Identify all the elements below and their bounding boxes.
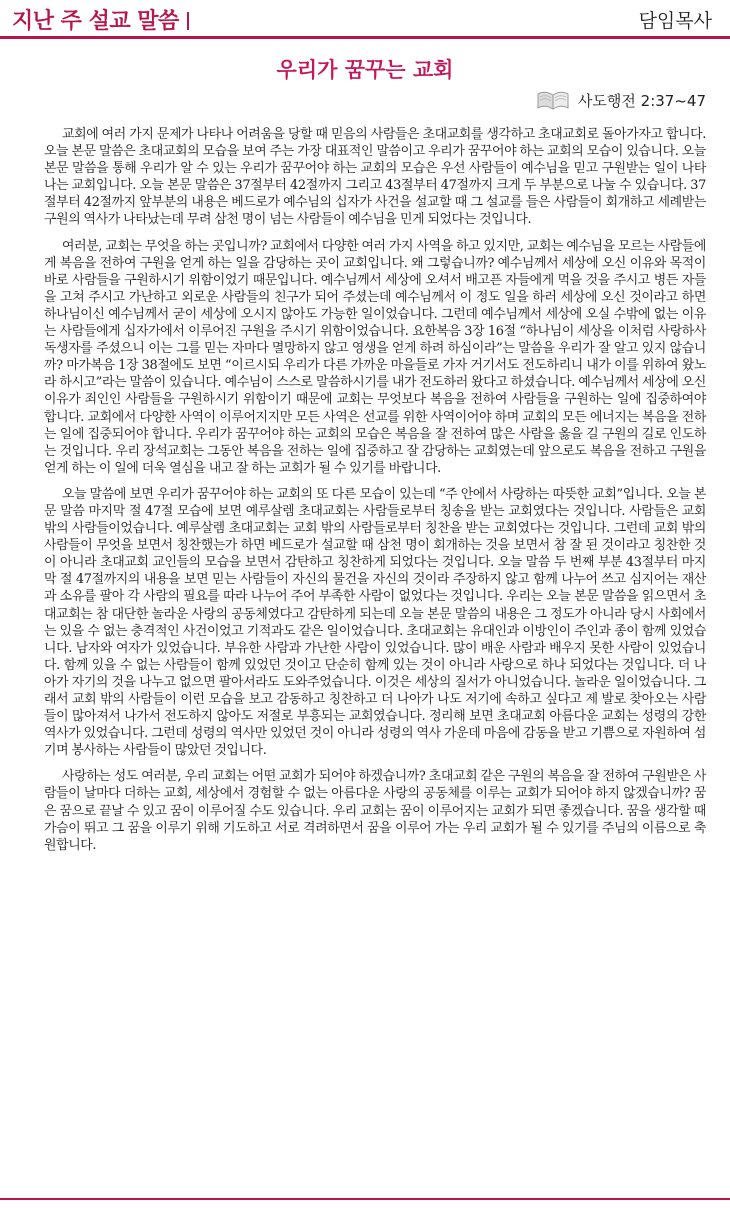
open-book-icon <box>536 88 570 112</box>
author-label: 담임목사 <box>638 10 712 32</box>
section-title <box>12 4 189 35</box>
title-separator <box>187 12 189 30</box>
header-divider <box>0 36 730 39</box>
sermon-body <box>44 126 706 863</box>
sermon-title: 우리가 꿈꾸는 교회 <box>276 58 454 82</box>
scripture-reference <box>536 88 706 112</box>
sermon-paragraph: 교회에 여러 가지 문제가 나타나 어려움을 당할 때 믿음의 사람들은 초대교회를 생각하고 초대교회로 돌아가자고 합니다. 오늘 본문 말씀은 초대교회의 모습을 보여 주는 가장 대표적인 말씀이고 우리가 꿈꾸어야 하는 교회의 모습이 있습니다. 오늘 본문 말씀을 통해 우리가 알 수 있는 우리가 꿈꾸어야 하는 교회의 모습은 우선 사람들이 예수님을 믿고 구원받는 일이 나타나는 교회입니다. 오늘 본문 말씀은 37절부터 42절까지 그리고 43절부터 47절까지 크게 두 부분으로 나눌 수 있습니다. 37절부터 42절까지 앞부분의 내용은 베드로가 예수님의 십자가 사건을 설교할 때 그 설교를 들은 사람들이 회개하고 세례받는 구원의 역사가 나타났는데 무려 삼천 명이 넘는 사람들이 예수님을 민게 되었다는 것입니다. <box>44 127 706 228</box>
sermon-paragraph: 사랑하는 성도 여러분, 우리 교회는 어떤 교회가 되어야 하겠습니까? 초대교회 같은 구원의 복음을 잘 전하여 구원받은 사람들이 날마다 더하는 교회, 세상에서 경험할 수 없는 아름다운 사랑의 공동체를 이루는 교회가 되어야 하지 않겠습니까? 꿈은 꿈으로 끝날 수 있고 꿈이 이루어질 수도 있습니다. 우리 교회는 꿈이 이루어지는 교회가 되면 좋겠습니다. 꿈을 생각할 때 가슴이 뛰고 그 꿈을 이루기 위해 기도하고 서로 격려하면서 꿈을 이루어 가는 우리 교회가 될 수 있기를 주님의 이름으로 축원합니다. <box>44 769 706 853</box>
section-title-text: 지난 주 설교 말씀 <box>12 9 179 34</box>
sermon-paragraph: 오늘 말씀에 보면 우리가 꿈꾸어야 하는 교회의 또 다른 모습이 있는데 “주 안에서 사랑하는 따뜻한 교회”입니다. 오늘 본문 말씀 마지막 절 47절 모습에 보면 예루살렘 초대교회는 사람들로부터 칭송을 받는 교회였다는 것입니다. 사람들은 교회 밖의 사람들이었습니다. 예루살렘 초대교회는 교회 밖의 사람들로부터 칭찬을 받는 교회였다는 것입니다. 그런데 교회 밖의 사람들이 무엇을 보면서 칭찬했는가 하면 베드로가 설교할 때 삼천 명이 회개하는 것을 보면서 참 잘 된 것이라고 칭찬한 것이 아니라 초대교회 교인들의 모습을 보면서 감탄하고 칭찬하게 되었다는 것입니다. 오늘 말씀 두 번째 부분 43절부터 마지막 절 47절까지의 내용을 보면 믿는 사람들이 자신의 물건을 자신의 것이라 주장하지 않고 함께 나누어 쓰고 심지어는 재산과 소유를 팔아 각 사람의 필요를 따라 나누어 주어 부족한 사람이 없었다는 것입니다. 우리는 오늘 본문 말씀을 읽으면서 초대교회는 참 대단한 놀라운 사랑의 공동체였다고 감탄하게 되는데 오늘 본문 말씀의 내용은 그 정도가 아니라 당시 사회에서는 있을 수 없는 충격적인 사건이었고 기적과도 같은 일이었습니다. 초대교회는 유대인과 이방인이 주인과 종이 함께 있었습니다. 남자와 여자가 있었습니다. 부유한 사람과 가난한 사람이 있었습니다. 많이 배운 사람과 배우지 못한 사람이 있었습니다. 함께 있을 수 없는 사람들이 함께 있었던 것이고 단순히 함께 있는 것이 아니라 사랑으로 하나 되었다는 것입니다. 더 나아가 자기의 것을 나누고 없으면 팔아서라도 도와주었습니다. 이것은 세상의 질서가 아니었습니다. 놀라운 일이었습니다. 그래서 교회 밖의 사람들이 이런 모습을 보고 감동하고 칭찬하고 더 나아가 나도 저기에 속하고 싶다고 제 발로 찾아오는 사람들이 많아져서 나가서 전도하지 않아도 저절로 부흥되는 교회였습니다. 정리해 보면 초대교회 아름다운 교회는 성령의 강한 역사가 있었습니다. 그런데 성령의 역사만 있었던 것이 아니라 성령의 역사 가운데 마음에 감동을 받고 기쁨으로 자원하여 섬기며 봉사하는 사람들이 많았던 것입니다. <box>44 486 706 759</box>
page-header <box>0 0 730 40</box>
scripture-text: 사도행전 2:37~47 <box>577 91 706 110</box>
sermon-paragraph: 여러분, 교회는 무엇을 하는 곳입니까? 교회에서 다양한 여러 가지 사역을 하고 있지만, 교회는 예수님을 모르는 사람들에게 복음을 전하여 구원을 얻게 하는 일을 감당하는 곳이 교회입니다. 왜 그렇습니까? 예수님께서 세상에 오신 이유와 목적이 바로 사람들을 구원하시기 위함이었기 때문입니다. 예수님께서 세상에 오셔서 배고픈 자들에게 먹을 것을 주시고 병든 자들을 고쳐 주시고 가난하고 외로운 사람들의 친구가 되어 주셨는데 예수님께서 이 정도 일을 하러 세상에 오신 것이라고 하면 하나님이신 예수님께서 굳이 세상에 오시지 않아도 가능한 일이었습니다. 그런데 예수님께서 세상에 오실 수밖에 없는 이유는 사람들에게 십자가에서 이루어진 구원을 주시기 위함이었습니다. 요한복음 3장 16절 “하나님이 세상을 이처럼 사랑하사 독생자를 주셨으니 이는 그를 믿는 자마다 멸망하지 않고 영생을 얻게 하려 하심이라”는 말씀을 우리가 잘 알고 있지 않습니까? 마가복음 1장 38절에도 보면 “이르시되 우리가 다른 가까운 마을들로 가자 거기서도 전도하리니 내가 이를 위하여 왔노라 하시고”라는 말씀이 있습니다. 예수님이 스스로 말씀하시기를 내가 전도하러 왔다고 하셨습니다. 예수님께서 세상에 오신 이유가 죄인인 사람들을 구원하시기 위함이기 때문에 교회는 무엇보다 복음을 전하여 사람들을 구원하는 일에 집중하여야 합니다. 교회에서 다양한 사역이 이루어지지만 모든 사역은 선교를 위한 사역이어야 하며 교회의 모든 에너지는 복음을 전하는 일에 집중되어야 합니다. 우리가 꿈꾸어야 하는 교회의 모습은 복음을 잘 전하여 많은 사람을 옳을 길 구원의 길로 인도하는 것입니다. 우리 장석교회는 그동안 복음을 전하는 일에 집중하고 잘 감당하는 교회였는데 앞으로도 복음을 전하고 구원을 얻게 하는 이 일에 더욱 열심을 내고 잘 하는 교회가 될 수 있기를 바랍니다. <box>44 238 706 476</box>
footer-divider <box>0 1198 730 1200</box>
